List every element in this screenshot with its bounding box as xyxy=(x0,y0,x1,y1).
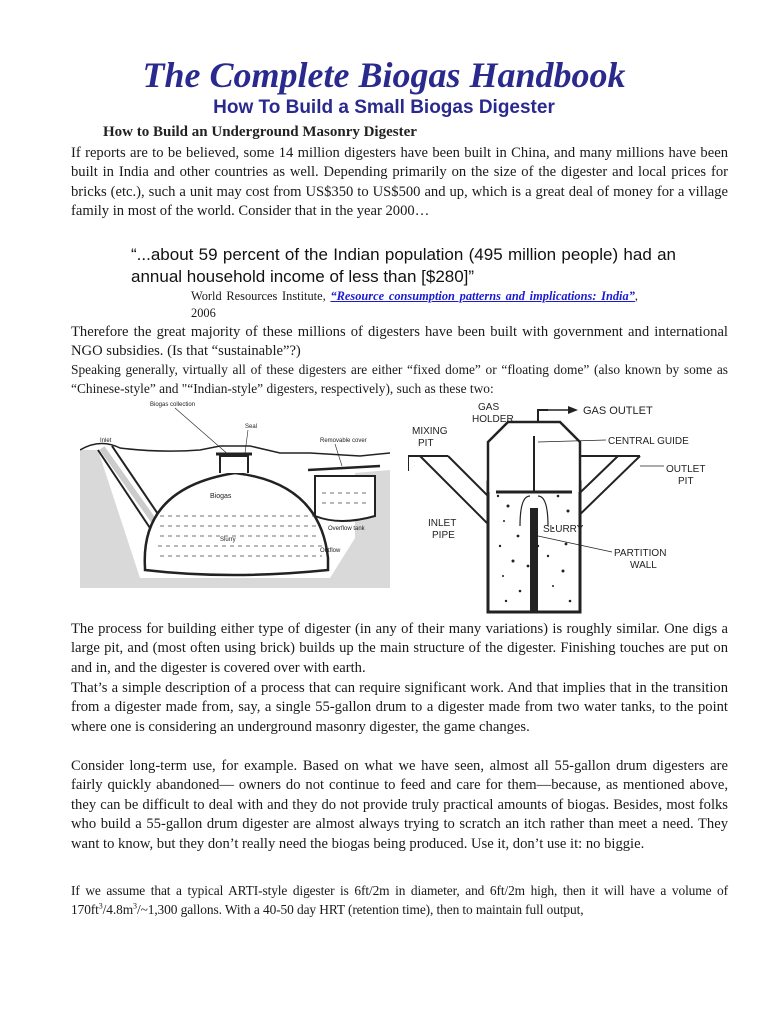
volume-sup-2: 3 xyxy=(133,901,137,911)
paragraph-volume xyxy=(71,881,728,919)
paragraph-process: The process for building either type of digester (in any of their many variations) is roughly similar. One digs a large pit, and (most often using brick) builds up the main structure of the digester. Finishing touches are put on and in, and the digester is covered over with earth. xyxy=(71,621,728,676)
label-removable-cover: Removable cover xyxy=(320,438,367,444)
section-heading: How to Build an Underground Masonry Digester xyxy=(103,124,417,140)
page-title: The Complete Biogas Handbook xyxy=(142,55,626,95)
volume-text-c: /~1,300 gallons. With a 40-50 day HRT (retention time), then to maintain full output, xyxy=(136,902,584,917)
paragraph-subsidies: Therefore the great majority of these millions of digesters have been built with government and international NGO subsidies. (Is that “sustainable”?) xyxy=(71,324,728,360)
label-overflow-tank: Overflow tank xyxy=(328,526,365,532)
paragraph-digester-types: Speaking generally, virtually all of these digesters are either “fixed dome” or “floating dome” (also known by some as “Chinese-style” and "“Indian-style” digesters, respectively), such as these two: xyxy=(71,362,728,396)
label-partition-wall-1: PARTITION xyxy=(614,548,667,559)
label-outlet-pit-2: PIT xyxy=(678,476,694,487)
floating-dome-digester-diagram xyxy=(408,396,708,618)
citation-link[interactable]: “Resource consumption patterns and implications: India” xyxy=(330,289,635,303)
label-gas-outlet: GAS OUTLET xyxy=(583,405,653,417)
label-biogas: Biogas xyxy=(210,493,232,500)
fixed-dome-digester-diagram xyxy=(80,398,390,588)
label-outflow: Outflow xyxy=(320,548,341,554)
volume-text-b: /4.8m xyxy=(102,902,134,917)
label-mixing-pit-1: MIXING xyxy=(412,426,448,437)
label-inlet: Inlet xyxy=(100,438,112,444)
label-slurry: Slurry xyxy=(220,537,236,543)
paragraph-transition: That’s a simple description of a process that can require significant work. And that implies that in the transition from a digester made from, say, a single 55-gallon drum to a digester made from two water tanks, to the point where one is considering an underground masonry digester, the game changes. xyxy=(71,680,728,735)
label-slurry: SLURRY xyxy=(543,524,584,535)
label-gas-holder-1: GAS xyxy=(478,402,500,413)
quote-citation xyxy=(191,288,638,322)
label-mixing-pit-2: PIT xyxy=(418,438,434,449)
citation-source: World Resources Institute, xyxy=(191,289,331,303)
citation-year: , 2006 xyxy=(191,289,639,320)
label-biogas-collection: Biogas collection xyxy=(150,402,196,408)
label-inlet-pipe-1: INLET xyxy=(428,518,457,529)
label-gas-holder-2: HOLDER xyxy=(472,414,514,425)
label-inlet-pipe-2: PIPE xyxy=(432,530,455,541)
volume-text-a: If we assume that a typical ARTI-style digester is 6ft/2m in diameter, and 6ft/2m high, then it will have a volume of 170ft xyxy=(71,883,728,917)
label-seal: Seal xyxy=(245,424,258,430)
label-outlet-pit-1: OUTLET xyxy=(666,464,706,475)
label-central-guide: CENTRAL GUIDE xyxy=(608,436,689,447)
label-partition-wall-2: WALL xyxy=(630,560,657,571)
page-subtitle: How To Build a Small Biogas Digester xyxy=(213,97,555,118)
paragraph-intro: If reports are to be believed, some 14 million digesters have been built in China, and many millions have been built in India and other countries as well. Depending primarily on the size of the digester and local prices for bricks (etc.), such a unit may cost from US$350 to US$500 and up, which is a great deal of money for a village family in most of the world. Consider that in the year 2000… xyxy=(71,145,728,220)
block-quote: “...about 59 percent of the Indian population (495 million people) had an annual household income of less than [$280]” xyxy=(131,245,676,286)
paragraph-long-term-use: Consider long-term use, for example. Based on what we have seen, almost all 55-gallon drum digesters are fairly quickly abandoned— owners do not continue to feed and care for them—because, as mentioned above, they can be difficult to deal with and they do not provide truly practical amounts of biogas. Besides, most folks who build a 55-gallon drum digester are almost always trying to scratch an itch rather than meet a need. They want to know, but they don’t really need the biogas being produced. Use it, don’t use it: no biggie. xyxy=(71,758,728,852)
volume-sup-1: 3 xyxy=(98,901,103,911)
